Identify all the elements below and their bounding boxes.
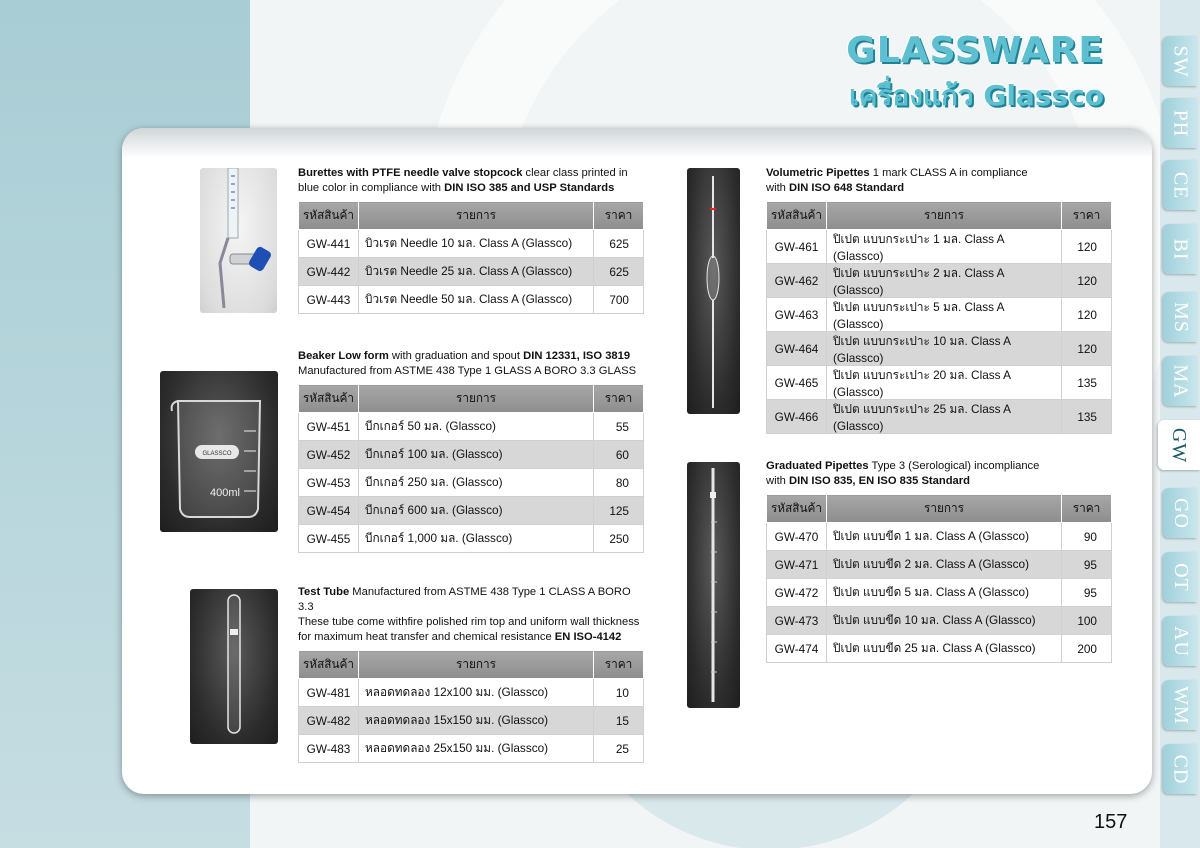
product-code: GW-483 xyxy=(299,735,359,763)
product-item: บีกเกอร์ 100 มล. (Glassco) xyxy=(359,441,594,469)
product-item: ปิเปต แบบกระเปาะ 2 มล. Class A (Glassco) xyxy=(827,264,1062,298)
table-row xyxy=(299,230,644,258)
page-subtitle: เครื่องแก้ว Glassco xyxy=(849,79,1104,112)
product-item: บีกเกอร์ 600 มล. (Glassco) xyxy=(359,497,594,525)
beaker-brand-label: GLASSCO xyxy=(202,451,232,457)
item-header: รายการ xyxy=(359,202,594,230)
table-row xyxy=(767,523,1112,551)
table-row xyxy=(767,400,1112,434)
beaker-photo xyxy=(160,371,278,532)
table-row xyxy=(767,366,1112,400)
product-code: GW-441 xyxy=(299,230,359,258)
product-code: GW-466 xyxy=(767,400,827,434)
price-header: ราคา xyxy=(1062,202,1112,230)
test-tube-illustration xyxy=(190,589,278,744)
item-header: รายการ xyxy=(359,651,594,679)
product-item: ปิเปต แบบขีด 1 มล. Class A (Glassco) xyxy=(827,523,1062,551)
table-header-row xyxy=(299,385,644,413)
table-header-row xyxy=(767,202,1112,230)
product-item: ปิเปต แบบกระเปาะ 20 มล. Class A (Glassco) xyxy=(827,366,1062,400)
test-tube-section xyxy=(298,585,644,763)
item-header: รายการ xyxy=(359,385,594,413)
test-tube-line2: These tube come withfire polished rim top and uniform wall thickness xyxy=(298,616,640,628)
beaker-volume-label: 400ml xyxy=(210,487,240,499)
product-price: 100 xyxy=(1062,607,1112,635)
product-item: บีกเกอร์ 1,000 มล. (Glassco) xyxy=(359,525,594,553)
table-row xyxy=(767,298,1112,332)
beaker-title-rest: with graduation and spout xyxy=(388,350,524,362)
graduated-title: Graduated Pipettes xyxy=(766,460,869,472)
product-item: บิวเรต Needle 50 มล. Class A (Glassco) xyxy=(359,286,594,314)
volumetric-description xyxy=(766,166,1112,196)
product-item: ปิเปต แบบกระเปาะ 5 มล. Class A (Glassco) xyxy=(827,298,1062,332)
burettes-standard: DIN ISO 385 and USP Standards xyxy=(444,182,615,194)
item-header: รายการ xyxy=(827,202,1062,230)
product-price: 125 xyxy=(594,497,644,525)
volumetric-table xyxy=(766,201,1112,434)
graduated-section xyxy=(766,459,1112,663)
tab-label: MA xyxy=(1169,363,1192,399)
product-price: 60 xyxy=(594,441,644,469)
burette-illustration xyxy=(200,168,277,313)
product-item: บิวเรต Needle 10 มล. Class A (Glassco) xyxy=(359,230,594,258)
product-code: GW-482 xyxy=(299,707,359,735)
tab-label: GO xyxy=(1169,497,1192,529)
table-row xyxy=(299,258,644,286)
tab-label: WM xyxy=(1169,685,1192,725)
catalog-card-accent xyxy=(122,128,1152,158)
product-price: 15 xyxy=(594,707,644,735)
tab-label: OT xyxy=(1169,562,1192,592)
product-code: GW-453 xyxy=(299,469,359,497)
page-number: 157 xyxy=(1094,811,1128,833)
tab-label: CD xyxy=(1169,754,1192,784)
product-item: หลอดทดลอง 25x150 มม. (Glassco) xyxy=(359,735,594,763)
product-code: GW-465 xyxy=(767,366,827,400)
test-tube-table xyxy=(298,650,644,763)
product-price: 120 xyxy=(1062,230,1112,264)
graduated-title-rest: Type 3 (Serological) incompliance xyxy=(868,460,1040,472)
code-header: รหัสสินค้า xyxy=(767,202,827,230)
product-item: บิวเรต Needle 25 มล. Class A (Glassco) xyxy=(359,258,594,286)
test-tube-title-rest: Manufactured from ASTME 438 Type 1 CLASS A BORO 3.3 xyxy=(298,586,631,613)
tab-label: SW xyxy=(1169,45,1192,77)
burettes-section xyxy=(298,166,644,314)
product-code: GW-442 xyxy=(299,258,359,286)
product-code: GW-443 xyxy=(299,286,359,314)
product-price: 120 xyxy=(1062,298,1112,332)
product-price: 95 xyxy=(1062,551,1112,579)
code-header: รหัสสินค้า xyxy=(299,202,359,230)
product-code: GW-462 xyxy=(767,264,827,298)
graduated-description xyxy=(766,459,1112,489)
table-row xyxy=(299,497,644,525)
tab-ph[interactable] xyxy=(1163,98,1197,148)
product-price: 250 xyxy=(594,525,644,553)
test-tube-photo xyxy=(190,589,278,744)
product-price: 25 xyxy=(594,735,644,763)
table-row xyxy=(299,679,644,707)
volumetric-section xyxy=(766,166,1112,434)
product-price: 200 xyxy=(1062,635,1112,663)
table-row xyxy=(299,469,644,497)
tab-au[interactable] xyxy=(1163,616,1197,666)
price-header: ราคา xyxy=(594,202,644,230)
table-header-row xyxy=(299,651,644,679)
beaker-description xyxy=(298,349,644,379)
product-price: 700 xyxy=(594,286,644,314)
product-price: 120 xyxy=(1062,264,1112,298)
beaker-standard: DIN 12331, ISO 3819 xyxy=(523,350,631,362)
product-item: หลอดทดลอง 15x150 มม. (Glassco) xyxy=(359,707,594,735)
product-price: 625 xyxy=(594,230,644,258)
beaker-title: Beaker Low form xyxy=(298,350,389,362)
tab-gw[interactable] xyxy=(1158,420,1200,470)
table-row xyxy=(299,525,644,553)
test-tube-line3: for maximum heat transfer and chemical resistance xyxy=(298,631,555,643)
table-row xyxy=(299,735,644,763)
volumetric-pipette-photo xyxy=(687,168,740,414)
product-code: GW-451 xyxy=(299,413,359,441)
code-header: รหัสสินค้า xyxy=(767,495,827,523)
item-header: รายการ xyxy=(827,495,1062,523)
page-title: GLASSWARE xyxy=(846,30,1104,71)
table-row xyxy=(767,607,1112,635)
product-price: 80 xyxy=(594,469,644,497)
product-item: ปิเปต แบบขีด 10 มล. Class A (Glassco) xyxy=(827,607,1062,635)
code-header: รหัสสินค้า xyxy=(299,651,359,679)
product-code: GW-461 xyxy=(767,230,827,264)
table-row xyxy=(767,551,1112,579)
tab-label: GW xyxy=(1168,427,1191,463)
table-row xyxy=(767,332,1112,366)
product-code: GW-470 xyxy=(767,523,827,551)
product-code: GW-463 xyxy=(767,298,827,332)
graduated-table xyxy=(766,494,1112,663)
beaker-section xyxy=(298,349,644,553)
volumetric-title: Volumetric Pipettes xyxy=(766,167,870,179)
graduated-pipette-photo xyxy=(687,462,740,708)
product-code: GW-471 xyxy=(767,551,827,579)
beaker-illustration xyxy=(160,371,278,532)
product-item: ปิเปต แบบขีด 5 มล. Class A (Glassco) xyxy=(827,579,1062,607)
product-item: ปิเปต แบบกระเปาะ 1 มล. Class A (Glassco) xyxy=(827,230,1062,264)
product-price: 95 xyxy=(1062,579,1112,607)
tab-bi[interactable] xyxy=(1163,224,1197,274)
test-tube-description xyxy=(298,585,644,645)
product-item: บีกเกอร์ 50 มล. (Glassco) xyxy=(359,413,594,441)
product-code: GW-454 xyxy=(299,497,359,525)
product-price: 90 xyxy=(1062,523,1112,551)
tab-wm[interactable] xyxy=(1163,680,1197,730)
table-header-row xyxy=(767,495,1112,523)
code-header: รหัสสินค้า xyxy=(299,385,359,413)
table-header-row xyxy=(299,202,644,230)
burettes-title-rest: clear class printed in xyxy=(522,167,628,179)
tab-label: PH xyxy=(1169,109,1192,137)
product-code: GW-474 xyxy=(767,635,827,663)
product-item: ปิเปต แบบกระเปาะ 25 มล. Class A (Glassco) xyxy=(827,400,1062,434)
product-item: ปิเปต แบบกระเปาะ 10 มล. Class A (Glassco) xyxy=(827,332,1062,366)
product-price: 55 xyxy=(594,413,644,441)
product-price: 135 xyxy=(1062,366,1112,400)
price-header: ราคา xyxy=(594,651,644,679)
table-row xyxy=(299,441,644,469)
graduated-line2: with xyxy=(766,475,790,487)
table-row xyxy=(767,230,1112,264)
tab-ma[interactable] xyxy=(1163,356,1197,406)
product-code: GW-472 xyxy=(767,579,827,607)
product-price: 625 xyxy=(594,258,644,286)
table-row xyxy=(299,413,644,441)
table-row xyxy=(299,286,644,314)
product-code: GW-464 xyxy=(767,332,827,366)
product-code: GW-473 xyxy=(767,607,827,635)
table-row xyxy=(299,707,644,735)
table-row xyxy=(767,635,1112,663)
tab-ms[interactable] xyxy=(1163,292,1197,342)
product-item: ปิเปต แบบขีด 25 มล. Class A (Glassco) xyxy=(827,635,1062,663)
product-price: 120 xyxy=(1062,332,1112,366)
price-header: ราคา xyxy=(1062,495,1112,523)
volumetric-line2: with xyxy=(766,182,790,194)
product-price: 135 xyxy=(1062,400,1112,434)
tab-label: CE xyxy=(1169,171,1192,199)
tab-go[interactable] xyxy=(1163,488,1197,538)
product-code: GW-481 xyxy=(299,679,359,707)
table-row xyxy=(767,264,1112,298)
product-code: GW-452 xyxy=(299,441,359,469)
test-tube-standard: EN ISO-4142 xyxy=(554,631,622,643)
product-price: 10 xyxy=(594,679,644,707)
burettes-line2: blue color in compliance with xyxy=(298,182,445,194)
tab-ot[interactable] xyxy=(1163,552,1197,602)
table-row xyxy=(767,579,1112,607)
volumetric-title-rest: 1 mark CLASS A in compliance xyxy=(869,167,1028,179)
burettes-description xyxy=(298,166,644,196)
tab-cd[interactable] xyxy=(1163,744,1197,794)
product-item: บีกเกอร์ 250 มล. (Glassco) xyxy=(359,469,594,497)
burette-photo xyxy=(200,168,277,313)
graduated-pipette-illustration xyxy=(687,462,740,708)
test-tube-title: Test Tube xyxy=(298,586,350,598)
tab-label: BI xyxy=(1169,238,1192,260)
product-code: GW-455 xyxy=(299,525,359,553)
burettes-title: Burettes with PTFE needle valve stopcock xyxy=(298,167,523,179)
price-header: ราคา xyxy=(594,385,644,413)
tab-ce[interactable] xyxy=(1163,160,1197,210)
tab-label: AU xyxy=(1169,625,1192,657)
volumetric-standard: DIN ISO 648 Standard xyxy=(789,182,905,194)
volumetric-pipette-illustration xyxy=(687,168,740,414)
product-item: ปิเปต แบบขีด 2 มล. Class A (Glassco) xyxy=(827,551,1062,579)
graduated-standard: DIN ISO 835, EN ISO 835 Standard xyxy=(789,475,970,487)
tab-sw[interactable] xyxy=(1163,36,1197,86)
product-item: หลอดทดลอง 12x100 มม. (Glassco) xyxy=(359,679,594,707)
beaker-line2: Manufactured from ASTME 438 Type 1 GLASS A BORO 3.3 GLASS xyxy=(298,365,637,377)
tab-label: MS xyxy=(1169,301,1192,333)
burettes-table xyxy=(298,201,644,314)
beaker-table xyxy=(298,384,644,553)
